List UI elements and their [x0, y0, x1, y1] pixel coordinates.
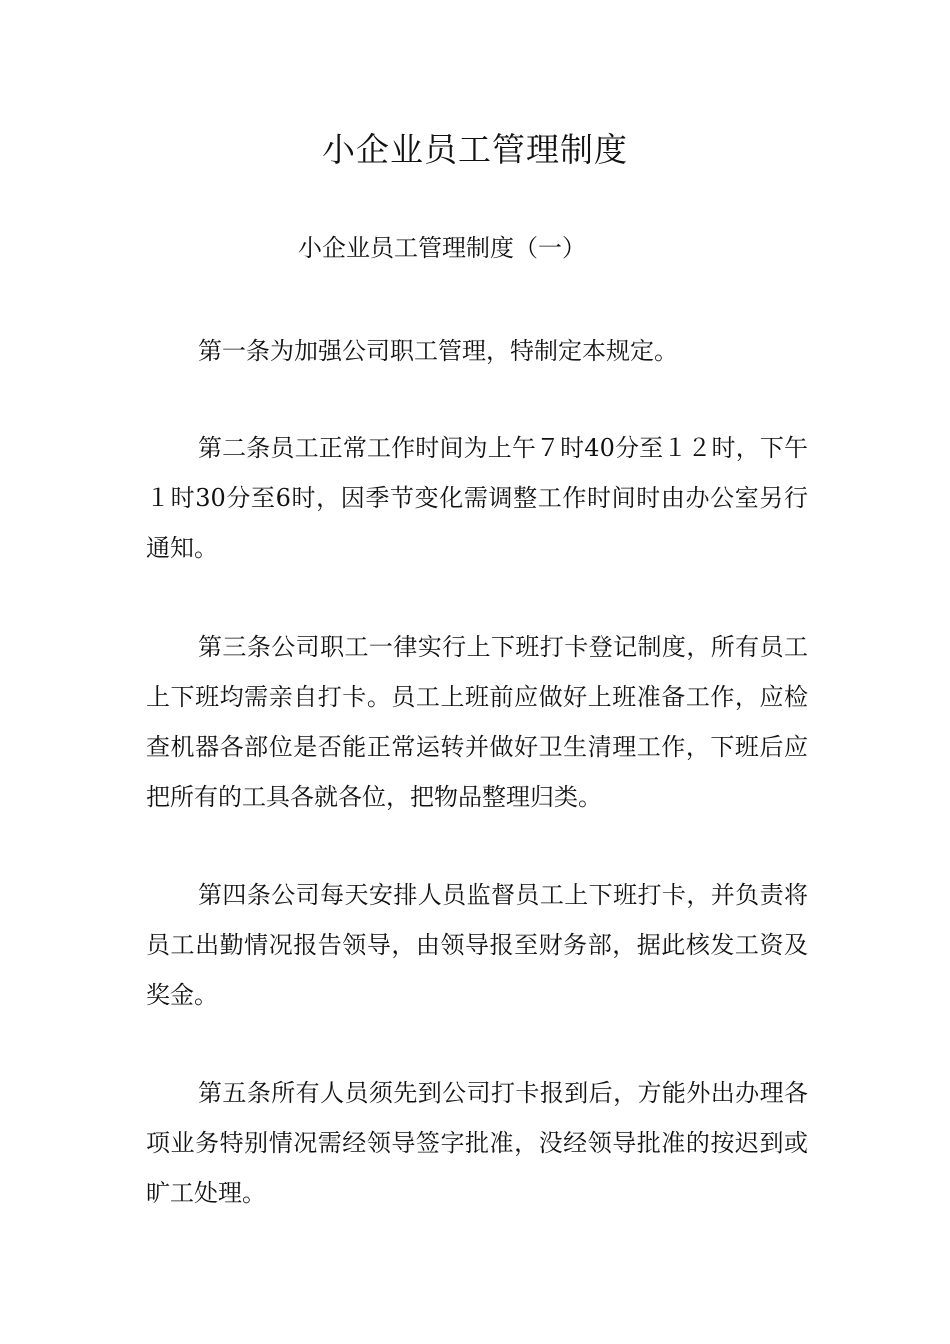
document-subtitle: 小企业员工管理制度（一）	[298, 234, 586, 262]
document-title: 小企业员工管理制度	[322, 130, 628, 169]
article-4: 第四条公司每天安排人员监督员工上下班打卡，并负责将员工出勤情况报告领导，由领导报至财务部，据此核发工资及奖金。	[146, 881, 808, 1009]
article-2: 第二条员工正常工作时间为上午７时40分至１２时，下午１时30分至6时，因季节变化需调整工作时间时由办公室另行通知。	[146, 434, 808, 562]
article-3: 第三条公司职工一律实行上下班打卡登记制度，所有员工上下班均需亲自打卡。员工上班前应做好上班准备工作，应检查机器各部位是否能正常运转并做好卫生清理工作，下班后应把所有的工具各就各位，把物品整理归类。	[146, 633, 808, 811]
article-1: 第一条为加强公司职工管理，特制定本规定。	[198, 337, 678, 365]
article-5: 第五条所有人员须先到公司打卡报到后，方能外出办理各项业务特别情况需经领导签字批准，没经领导批准的按迟到或旷工处理。	[146, 1079, 808, 1207]
